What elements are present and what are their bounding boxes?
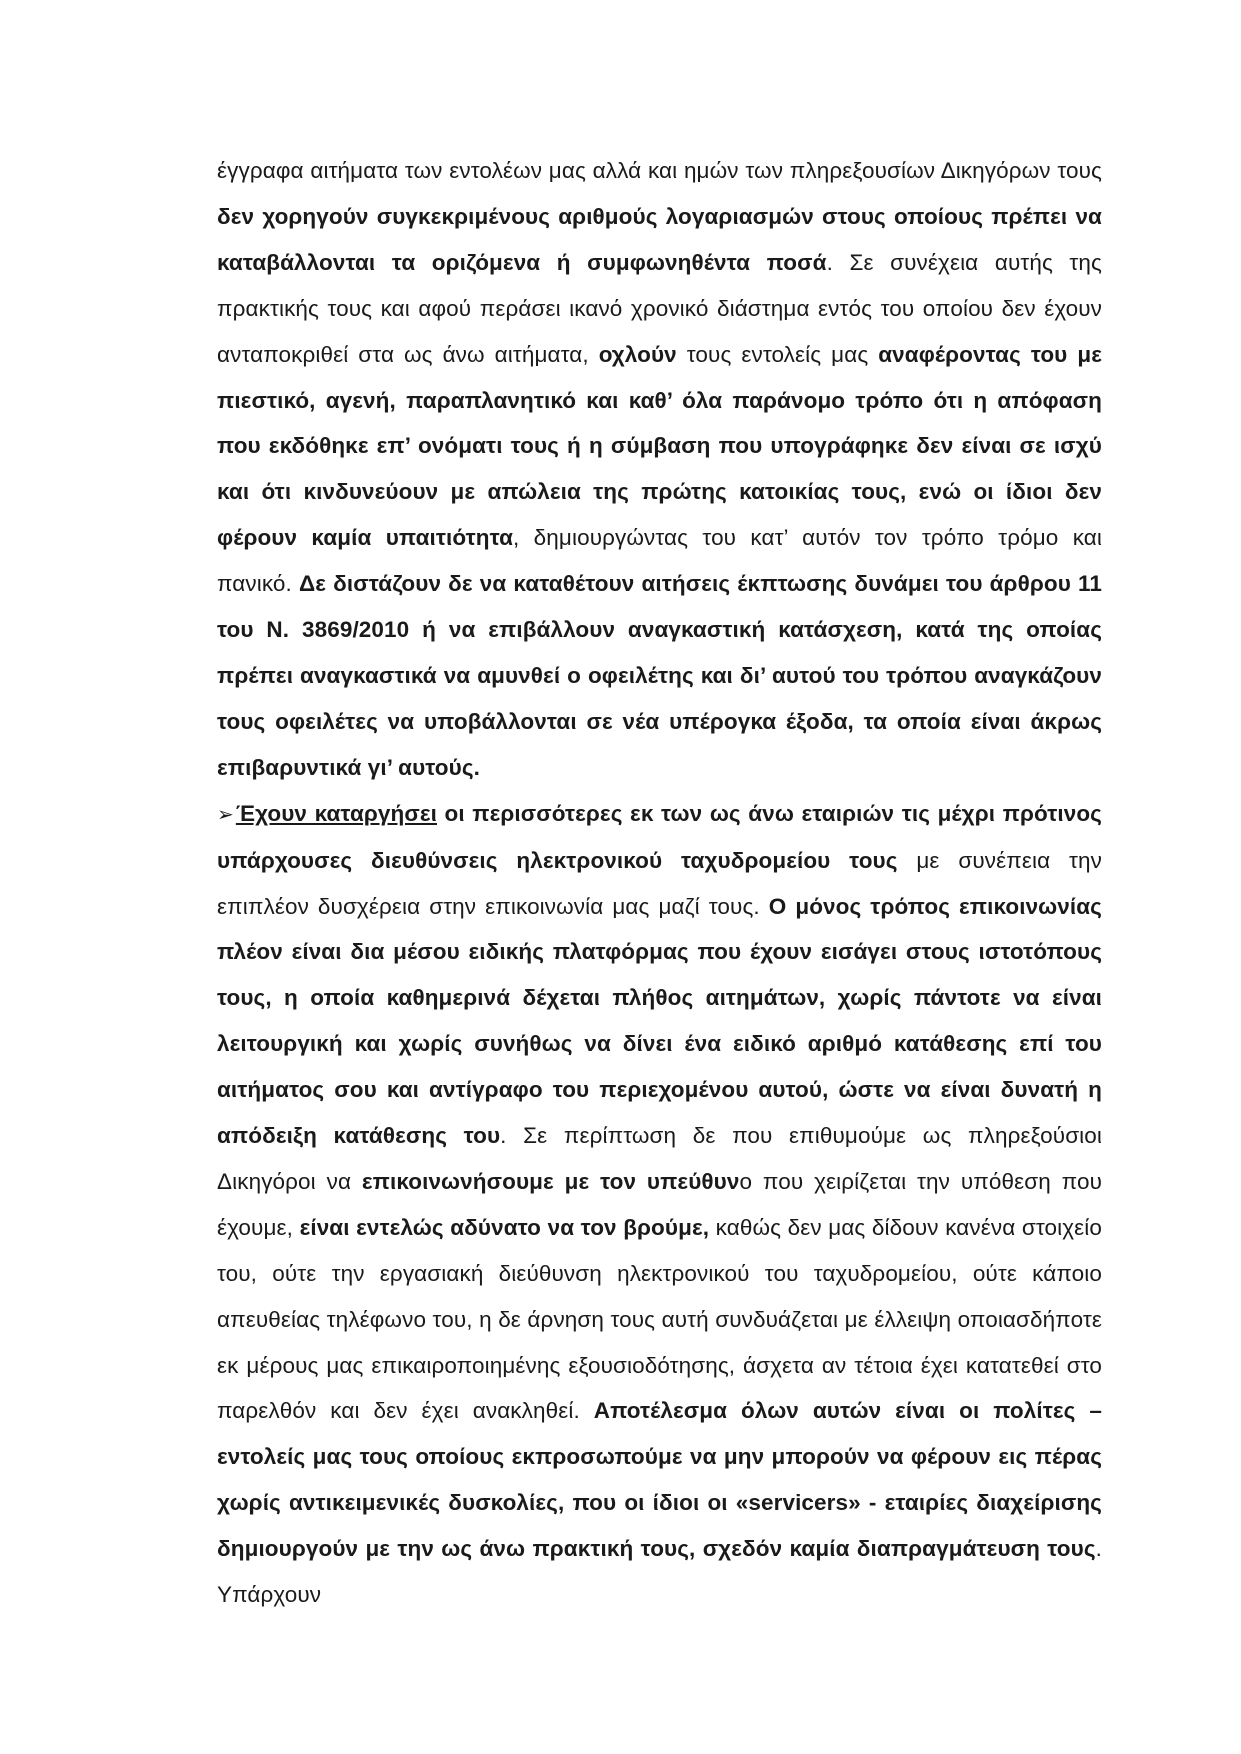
text-segment: τους εντολείς μας — [676, 341, 879, 367]
text-segment: καθώς δεν μας δίδουν κανένα στοιχείο του, ούτε την εργασιακή διεύθυνση ηλεκτρονικού του ταχυδρομείου, ούτε κάποιο απευθείας τηλέφωνο του, η δε άρνηση τους αυτή συνδυάζεται με έλλειψη οποιασδήποτε εκ μέρους μας επικαιροποιημένης εξουσιοδότησης, άσχετα αν τέτοια έχει κατατεθεί στο παρελθόν και δεν έχει ανακληθεί. — [217, 1214, 1102, 1424]
bullet-paragraph-email-abolished — [217, 791, 1102, 1618]
text-segment-bold: δεν χορηγούν συγκεκριμένους αριθμούς λογαριασμών στους οποίους πρέπει να καταβάλλονται τα οριζόμενα ή συμφωνηθέντα ποσά — [217, 203, 1102, 275]
text-segment-bold: Ο μόνος τρόπος επικοινωνίας πλέον είναι δια μέσου ειδικής πλατφόρμας που έχουν εισάγει στους ιστοτόπους τους, η οποία καθημερινά δέχεται πλήθος αιτημάτων, χωρίς πάντοτε να είναι λειτουργική και χωρίς συνήθως να δίνει ένα ειδικό αριθμό κατάθεσης επί του αιτήματος σου και αντίγραφο του περιεχομένου αυτού, ώστε να είναι δυνατή η απόδειξη κατάθεσης του — [217, 893, 1102, 1149]
text-segment-bold: επικοινωνήσουμε με τον υπεύθυν — [361, 1168, 740, 1194]
text-segment: . Σε συνέχεια αυτής της πρακτικής τους και αφού περάσει ικανό χρονικό διάστημα εντός του οποίου δεν έχουν ανταποκριθεί στα ως άνω αιτήματα, — [217, 249, 1102, 367]
text-segment: έγγραφα αιτήματα των εντολέων μας αλλά και ημών των πληρεξουσίων Δικηγόρων τους — [217, 158, 1102, 183]
text-segment-bold: αναφέροντας του με πιεστικό, αγενή, παραπλανητικό και καθ’ όλα παράνομο τρόπο ότι η απόφαση που εκδόθηκε επ’ ονόματι τους ή η σύμβαση που υπογράφηκε δεν είναι σε ισχύ και ότι κινδυνεύουν με απώλεια της πρώτης κατοικίας τους, ενώ οι ίδιοι δεν φέρουν καμία υπαιτιότητα — [217, 341, 1102, 551]
text-segment: , δημιουργώντας του κατ’ αυτόν τον τρόπο τρόμο και πανικό. — [217, 525, 1102, 597]
text-segment: . Υπάρχουν — [217, 1536, 1102, 1608]
text-segment-bold: οχλούν — [598, 341, 677, 367]
text-segment-bold-underlined: Έχουν καταργήσει — [235, 800, 437, 826]
text-segment-bold: είναι εντελώς αδύνατο να τον βρούμε, — [299, 1214, 710, 1240]
text-segment-bold: οι περισσότερες εκ των ως άνω εταιριών τις μέχρι πρότινος υπάρχουσες διευθύνσεις ηλεκτρονικού ταχυδρομείου τους — [217, 800, 1102, 873]
text-segment-bold: Δε διστάζουν δε να καταθέτουν αιτήσεις έκπτωσης δυνάμει του άρθρου 11 του Ν. 3869/2010 ή να επιβάλλουν αναγκαστική κατάσχεση, κατά της οποίας πρέπει αναγκαστικά να αμυνθεί ο οφειλέτης και δι’ αυτού του τρόπου αναγκάζουν τους οφειλέτες να υποβάλλονται σε νέα υπέρογκα έξοδα, τα οποία είναι άκρως επιβαρυντικά γι’ αυτούς. — [217, 571, 1102, 780]
text-segment-bold: Αποτέλεσμα όλων αυτών είναι οι πολίτες – εντολείς μας τους οποίους εκπροσωπούμε να μην μπορούν να φέρουν εις πέρας χωρίς αντικειμενικές δυσκολίες, που οι ίδιοι οι «servicers» - εταιρίες διαχείρισης δημιουργούν με την ως άνω πρακτική τους, σχεδόν καμία διαπραγμάτευση τους — [217, 1398, 1102, 1562]
text-segment: ο που χειρίζεται την υπόθεση που έχουμε, — [217, 1168, 1102, 1240]
text-segment: . Σε περίπτωση δε που επιθυμούμε ως πληρεξούσιοι Δικηγόροι να — [217, 1123, 1102, 1194]
document-page — [217, 148, 1102, 1618]
text-segment: με συνέπεια την επιπλέον δυσχέρεια στην επικοινωνία μας μαζί τους. — [217, 847, 1102, 919]
arrow-bullet-icon: ➢ — [217, 801, 234, 826]
paragraph-servicers-practices — [217, 148, 1102, 791]
